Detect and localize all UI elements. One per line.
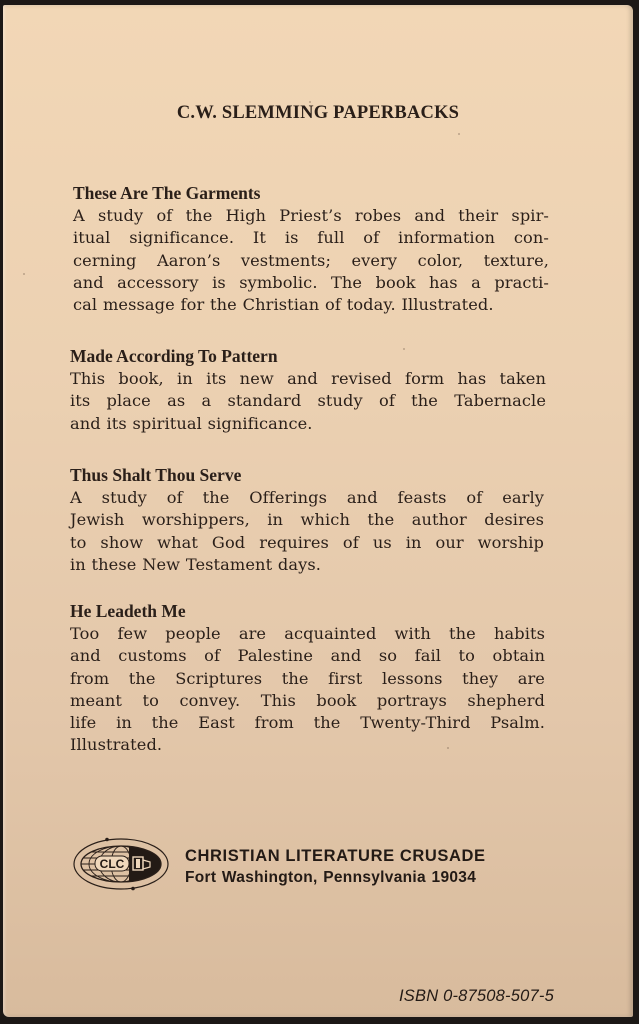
publisher-block bbox=[71, 835, 541, 893]
description-line: Too few people are acquainted with the habits bbox=[70, 624, 545, 643]
description-line: cal message for the Christian of today. Illustrated. bbox=[73, 295, 494, 315]
book-title: These Are The Garments bbox=[73, 183, 261, 203]
book-description bbox=[70, 368, 546, 435]
description-line: meant to convey. This book portrays shepherd bbox=[70, 690, 545, 710]
book-entry-these-are-the-garments bbox=[73, 182, 549, 316]
publisher-text bbox=[185, 845, 486, 889]
description-line: and its spiritual significance. bbox=[70, 413, 313, 433]
book-description bbox=[73, 205, 549, 316]
book-title: Made According To Pattern bbox=[70, 346, 278, 366]
series-title: C.W. SLEMMING PAPERBACKS bbox=[176, 103, 460, 123]
description-line: cerning Aaron’s vestments; every color, texture, bbox=[73, 250, 549, 270]
book-entry-he-leadeth-me bbox=[70, 600, 545, 757]
book-entry-thus-shalt-thou-serve bbox=[70, 464, 544, 576]
description-line: itual significance. It is full of information con- bbox=[73, 228, 549, 248]
description-line: This book, in its new and revised form has taken bbox=[70, 369, 546, 388]
description-line: its place as a standard study of the Tabernacle bbox=[70, 391, 546, 411]
book-back-cover bbox=[3, 5, 633, 1017]
description-line: in these New Testament days. bbox=[70, 554, 322, 574]
description-line: Jewish worshippers, in which the author desires bbox=[70, 510, 544, 530]
paper-speck bbox=[403, 348, 405, 350]
description-line: from the Scriptures the first lessons they are bbox=[70, 668, 545, 688]
book-description bbox=[70, 487, 544, 576]
description-line: to show what God requires of us in our worship bbox=[70, 532, 544, 552]
description-line: Illustrated. bbox=[70, 735, 163, 755]
description-line: and customs of Palestine and so fail to obtain bbox=[70, 646, 545, 666]
book-entry-made-according-to-pattern bbox=[70, 345, 546, 435]
description-line: A study of the Offerings and feasts of early bbox=[70, 488, 544, 507]
paper-speck bbox=[458, 133, 460, 135]
book-description bbox=[70, 623, 545, 757]
globe-book-logo-icon bbox=[71, 835, 171, 893]
book-title: He Leadeth Me bbox=[70, 601, 186, 621]
paper-speck bbox=[447, 747, 449, 749]
svg-text:CLC: CLC bbox=[99, 857, 125, 871]
book-title: Thus Shalt Thou Serve bbox=[70, 465, 242, 485]
description-line: life in the East from the Twenty-Third Psalm. bbox=[70, 713, 545, 733]
paper-speck bbox=[309, 101, 311, 103]
isbn-number: ISBN 0-87508-507-5 bbox=[399, 987, 554, 1005]
publisher-address: Fort Washington, Pennsylvania 19034 bbox=[185, 869, 477, 886]
description-line: A study of the High Priest’s robes and their spir- bbox=[73, 206, 549, 225]
paper-speck bbox=[23, 273, 25, 275]
publisher-name: CHRISTIAN LITERATURE CRUSADE bbox=[185, 847, 486, 865]
description-line: and accessory is symbolic. The book has a practi- bbox=[73, 272, 549, 292]
